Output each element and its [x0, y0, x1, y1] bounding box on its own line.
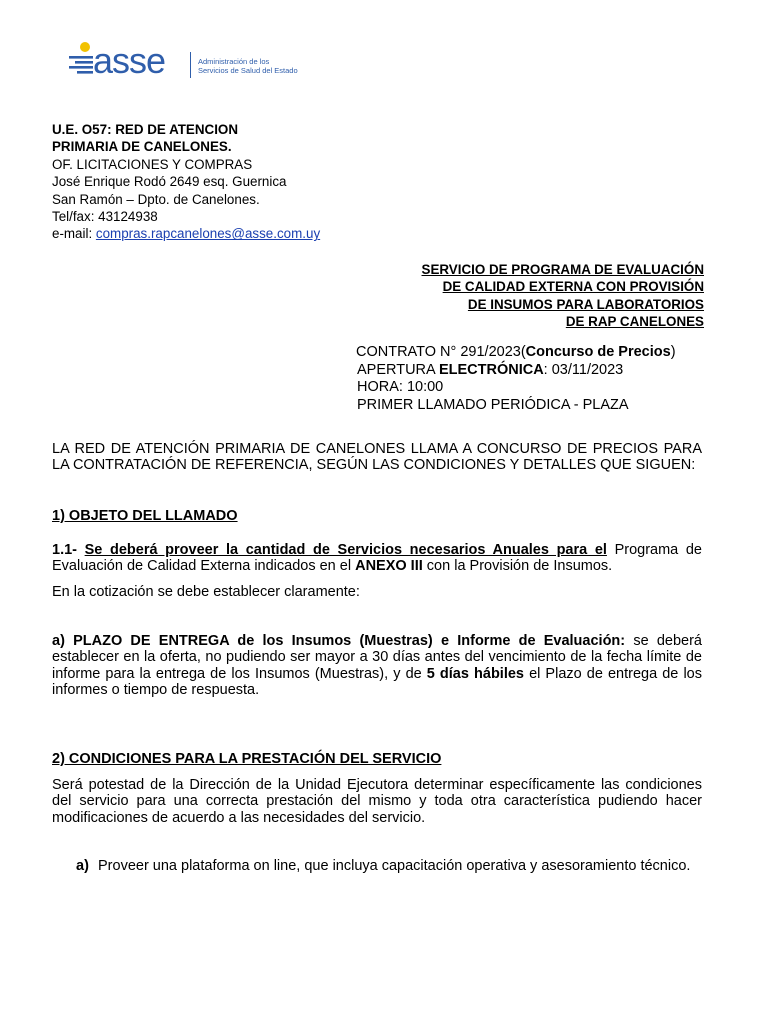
section-2-heading: 2) CONDICIONES PARA LA PRESTACIÓN DEL SERVICIO: [52, 751, 442, 767]
sender-email-line: e-mail: compras.rapcanelones@asse.com.uy: [52, 226, 321, 242]
delivery-term-paragraph: a) PLAZO DE ENTREGA de los Insumos (Muestras) e Informe de Evaluación: se deberá establecer en la oferta, no pudiendo ser mayor a 30 días antes del vencimiento de la fecha límite de informe para la entrega de los Insumos (Muestras), y de 5 días hábiles el Plazo de entrega de los informes o tiempo de respuesta.: [52, 633, 707, 698]
quotation-instruction: En la cotización se debe establecer claramente:: [52, 584, 360, 600]
email-link[interactable]: compras.rapcanelones@asse.com.uy: [95, 226, 321, 242]
item-a-label: a): [76, 858, 89, 874]
intro-paragraph: LA RED DE ATENCIÓN PRIMARIA DE CANELONES LLAMA A CONCURSO DE PRECIOS PARA LA CONTRATACIÓN DE REFERENCIA, SEGÚN LAS CONDICIONES Y DETALLES QUE SIGUEN:: [52, 441, 702, 474]
sender-phone: Tel/fax: 43124938: [52, 209, 158, 225]
section-1-heading: 1) OBJETO DEL LLAMADO: [52, 508, 238, 524]
asse-sun-icon: [66, 40, 96, 80]
contract-info: [356, 344, 676, 414]
sender-unit: U.E. O57: RED DE ATENCION: [52, 122, 239, 137]
logo-divider: [190, 52, 191, 78]
document-title: SERVICIO DE PROGRAMA DE EVALUACIÓN DE CALIDAD EXTERNA CON PROVISIÓN DE INSUMOS PARA LABORATORIOS DE RAP CANELONES: [421, 262, 704, 330]
contract-opening: APERTURA ELECTRÓNICA: 03/11/2023: [357, 361, 624, 378]
sender-street: José Enrique Rodó 2649 esq. Guernica: [52, 174, 287, 190]
logo-wordmark: asse: [93, 40, 166, 81]
contract-time: HORA: 10:00: [357, 379, 444, 396]
sender-network: PRIMARIA DE CANELONES.: [52, 139, 232, 155]
item-a-text: Proveer una plataforma on line, que incluya capacitación operativa y asesoramiento técnico.: [98, 858, 691, 874]
section-1-1-paragraph: 1.1- Se deberá proveer la cantidad de Servicios necesarios Anuales para el Programa de Evaluación de Calidad Externa indicados en el ANEXO III con la Provisión de Insumos.: [52, 542, 707, 575]
sender-office: OF. LICITACIONES Y COMPRAS: [52, 156, 253, 172]
sender-city: San Ramón – Dpto. de Canelones.: [52, 191, 260, 207]
contract-number: CONTRATO N° 291/2023(Concurso de Precios): [356, 344, 676, 360]
logo-subtitle: Administración de los Servicios de Salud del Estado: [198, 57, 298, 75]
section-2-paragraph: Será potestad de la Dirección de la Unidad Ejecutora determinar específicamente las condiciones del servicio para una correcta prestación del mismo y toda otra característica pudiendo hacer modificaciones de acuerdo a las necesidades del servicio.: [52, 777, 702, 826]
contract-call: PRIMER LLAMADO PERIÓDICA - PLAZA: [357, 396, 629, 413]
sender-address-block: [52, 121, 320, 243]
